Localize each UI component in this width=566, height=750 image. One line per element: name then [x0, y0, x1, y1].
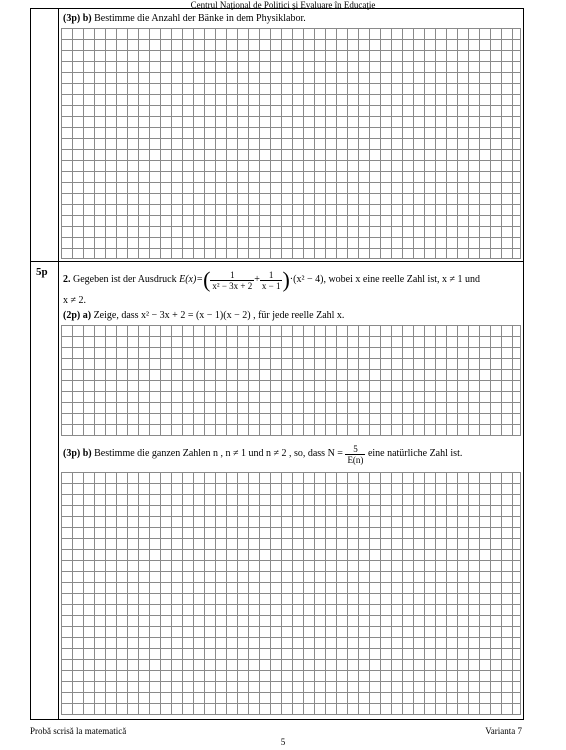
q2b-frac-numerator: 5	[345, 444, 365, 455]
left-paren: (	[203, 267, 211, 292]
q1b-label: (3p) b)	[63, 13, 92, 24]
q2-fraction-1	[210, 270, 254, 291]
q2-statement	[63, 265, 480, 295]
q2-expr-lhs: E(x)=	[179, 274, 204, 285]
answer-grid-q2a[interactable]	[61, 325, 521, 436]
section-divider	[30, 261, 524, 262]
q2-frac1-numerator: 1	[210, 270, 254, 281]
q2b-label: (3p) b)	[63, 448, 92, 459]
right-paren: )	[282, 267, 290, 292]
q2a-label: (2p) a)	[63, 310, 92, 321]
footer-right: Varianta 7	[485, 726, 522, 736]
q2-tail: , wobei x eine reelle Zahl ist, x ≠ 1 und	[323, 274, 480, 285]
footer-left: Probă scrisă la matematică	[30, 726, 127, 736]
q2b-fraction	[345, 444, 365, 465]
q2b-frac-denominator: E(n)	[347, 454, 364, 465]
q2-frac1-denominator: x² − 3x + 2	[212, 280, 253, 291]
q2-factor: ·(x² − 4)	[289, 274, 324, 285]
q2-intro: Gegeben ist der Ausdruck	[73, 274, 177, 285]
document-header: Centrul Naţional de Politici şi Evaluare în Educaţie	[190, 0, 376, 10]
q2-frac2-denominator: x − 1	[261, 280, 281, 291]
page-number: 5	[280, 737, 286, 747]
q2b-text-before: Bestimme die ganzen Zahlen n , n ≠ 1 und n ≠ 2 , so, dass N =	[94, 448, 343, 459]
answer-grid-q2b[interactable]	[61, 472, 521, 715]
q2b-prompt	[63, 440, 462, 468]
answer-grid-q1b[interactable]	[61, 28, 521, 259]
q2-fraction-2	[260, 270, 283, 291]
q2a-text: Zeige, dass x² − 3x + 2 = (x − 1)(x − 2) , für jede reelle Zahl x.	[93, 310, 345, 321]
q2-line2: x ≠ 2.	[63, 295, 86, 306]
q1b-prompt	[63, 13, 306, 25]
q2-plus: +	[254, 274, 260, 285]
q2b-text-after: eine natürliche Zahl ist.	[367, 448, 463, 459]
points-column-divider	[58, 8, 59, 720]
q1b-text: Bestimme die Anzahl der Bänke in dem Physiklabor.	[94, 13, 306, 24]
q2-number: 2.	[63, 274, 71, 285]
q2a-prompt	[63, 310, 344, 322]
section-points: 5p	[36, 266, 48, 278]
q2-frac2-numerator: 1	[260, 270, 283, 281]
